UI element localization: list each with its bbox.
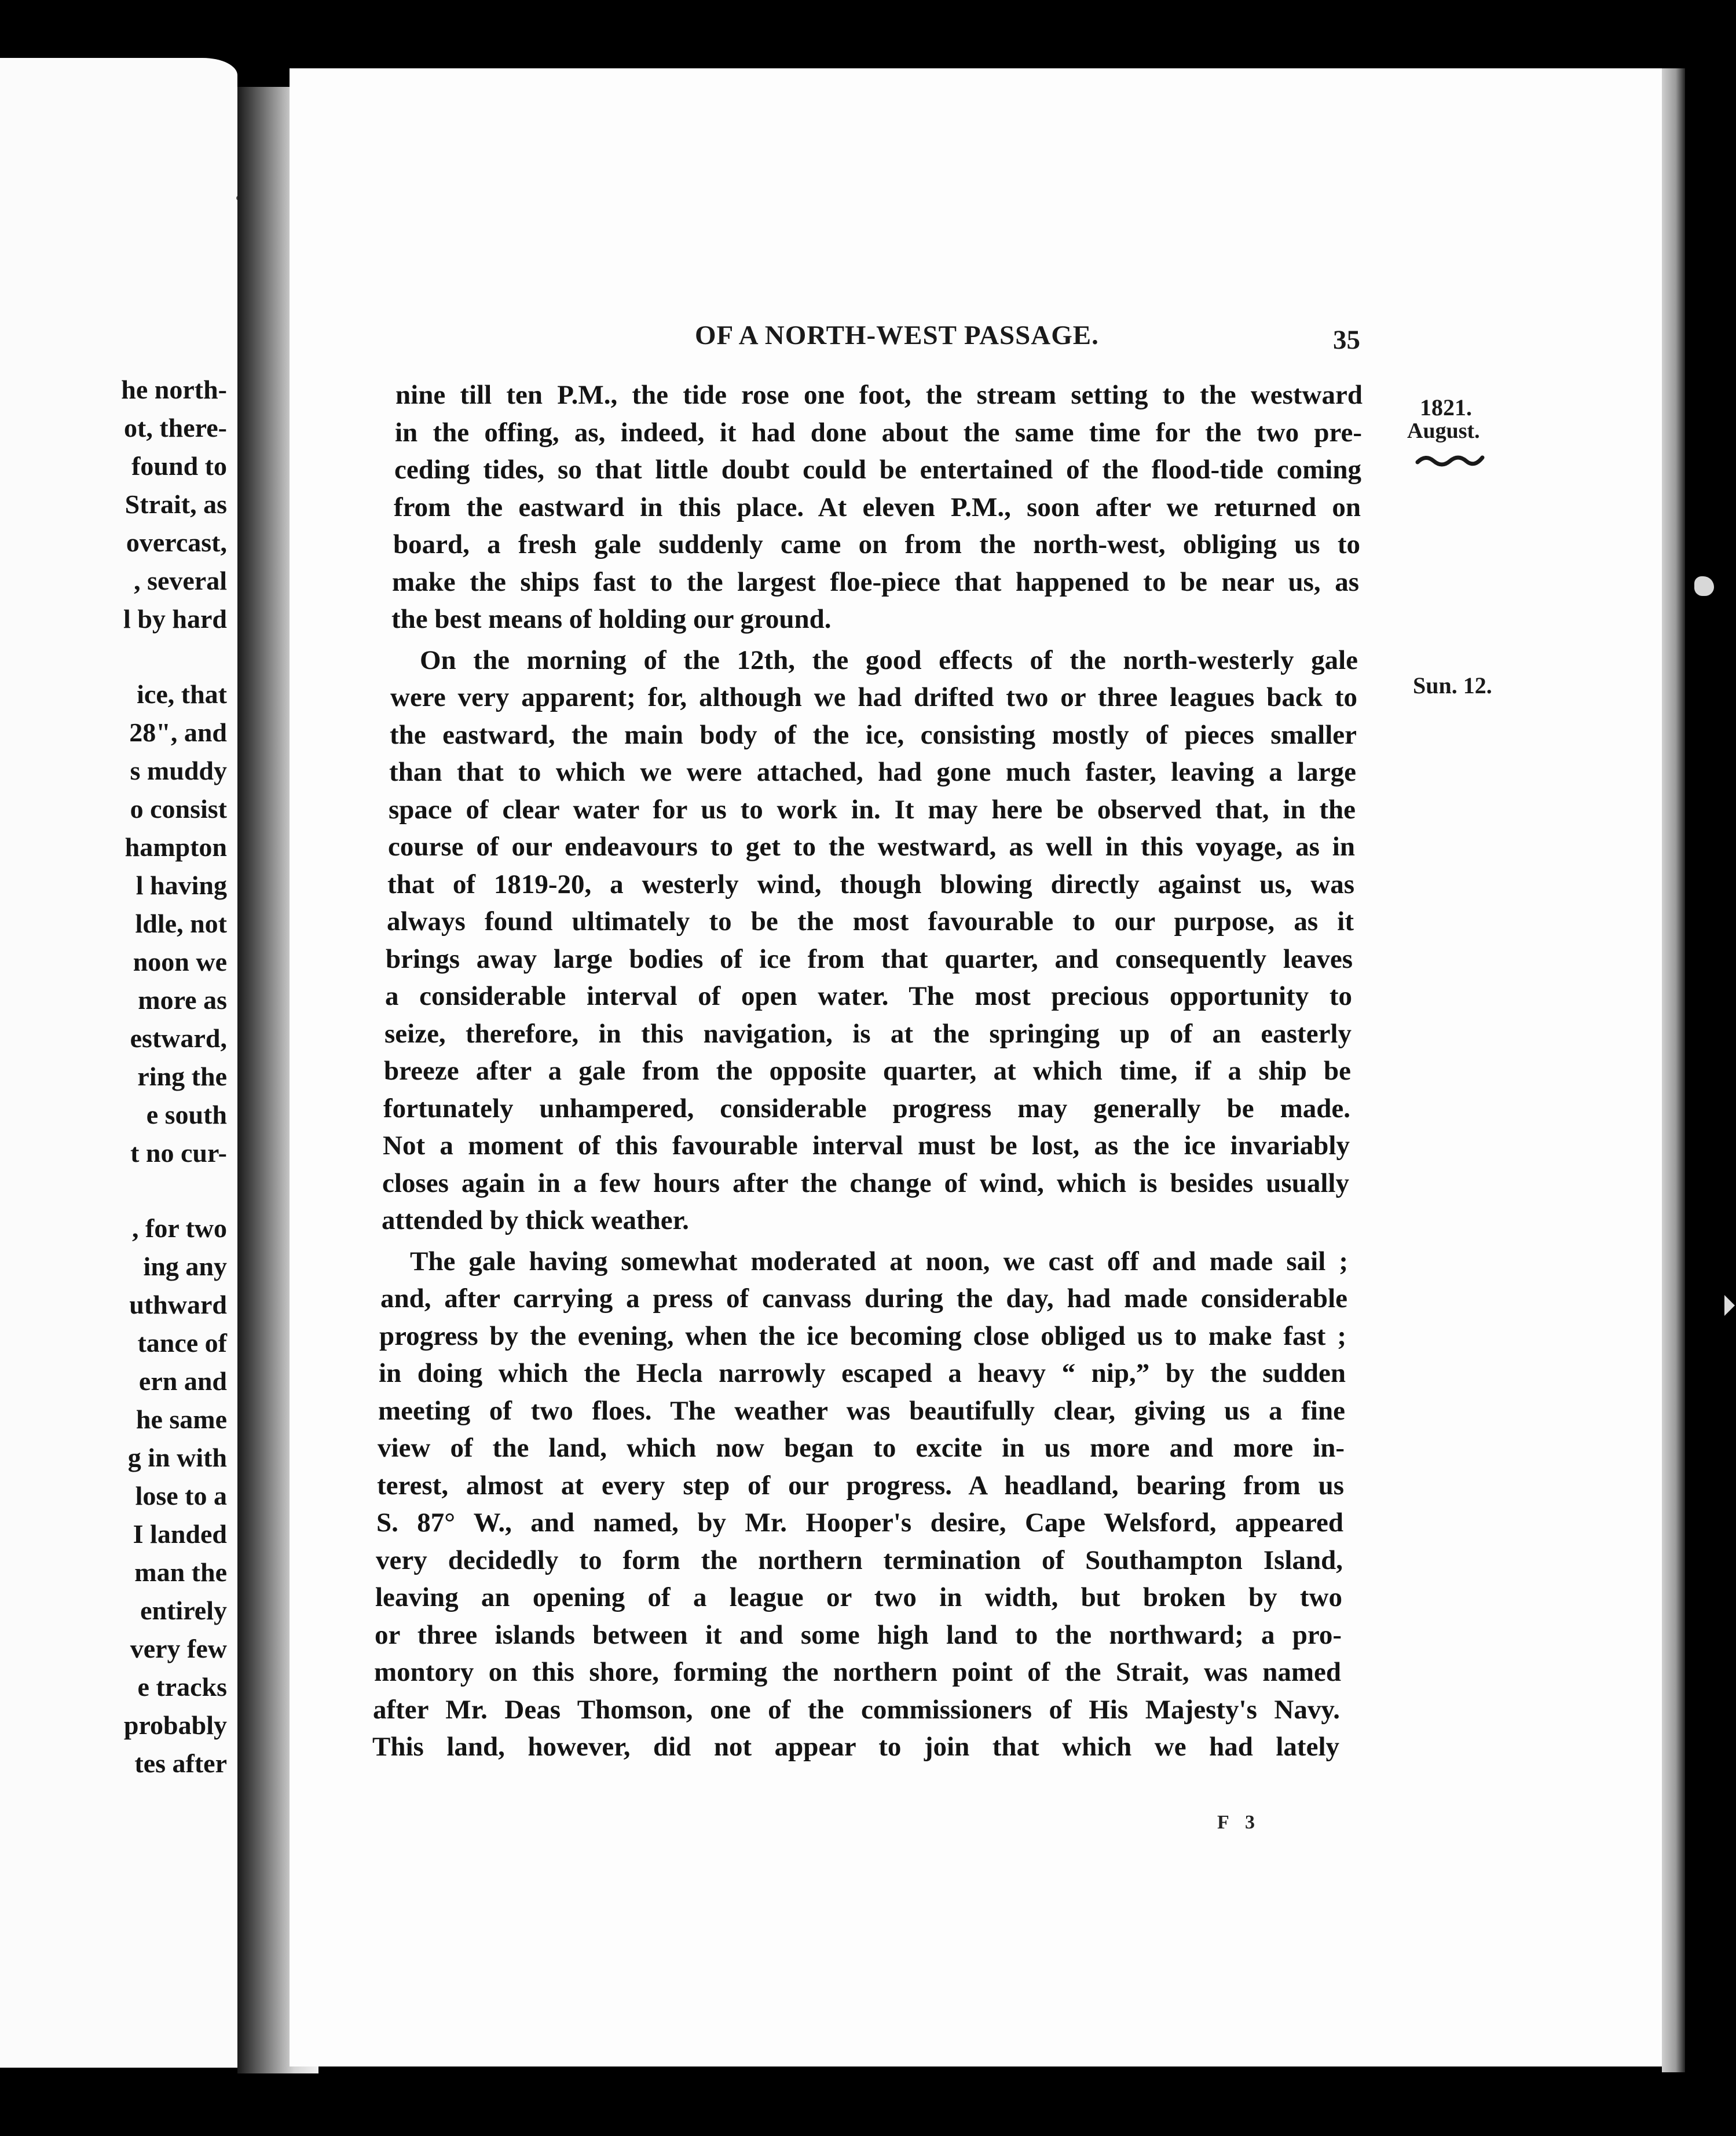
text-line: always found ultimately to be the most favourable to our purpose, as it [387, 906, 1354, 937]
previous-page-line: found to [131, 451, 227, 481]
text-line: were very apparent; for, although we had drifted two or three leagues back to [390, 682, 1357, 712]
previous-page-line: tance of [137, 1328, 227, 1358]
previous-page-line: t no cur- [130, 1138, 227, 1168]
margin-month: August. [1407, 419, 1480, 443]
previous-page-line: probably [123, 1710, 227, 1740]
previous-page-line: he north- [121, 375, 227, 404]
previous-page-line: 28", and [129, 718, 227, 747]
text-line: seize, therefore, in this navigation, is at the springing up of an easterly [384, 1019, 1352, 1049]
previous-page-line: he same [135, 1405, 227, 1434]
previous-page-line: lose to a [135, 1481, 227, 1510]
margin-year: 1821. [1420, 394, 1472, 420]
text-line: ceding tides, so that little doubt could be entertained of the flood-tide coming [394, 455, 1361, 485]
previous-page-line: ing any [143, 1252, 227, 1281]
text-line: board, a fresh gale suddenly came on from the north-west, obliging us to [393, 529, 1360, 559]
text-line: progress by the evening, when the ice becoming close obliged us to make fast ; [379, 1321, 1346, 1351]
text-line: fortunately unhampered, considerable progress may generally be made. [383, 1093, 1350, 1124]
previous-page-line: overcast, [126, 528, 227, 557]
text-line: the best means of holding our ground. [391, 604, 832, 634]
previous-page-line: ice, that [137, 679, 227, 709]
text-line: space of clear water for us to work in. It may here be observed that, in the [389, 795, 1356, 825]
text-line: course of our endeavours to get to the westward, as well in this voyage, as in [388, 832, 1355, 862]
previous-page-line: estward, [130, 1023, 227, 1053]
previous-page-line: ring the [137, 1062, 227, 1091]
text-line: closes again in a few hours after the change of wind, which is besides usually [382, 1168, 1349, 1198]
text-line: and, after carrying a press of canvass during the day, had made considerable [380, 1283, 1347, 1314]
running-head: OF A NORTH-WEST PASSAGE. [695, 320, 1099, 350]
previous-page-line: uthward [129, 1290, 227, 1319]
previous-page-line: I landed [133, 1519, 227, 1549]
edge-mark [1724, 1295, 1735, 1316]
text-line: or three islands between it and some high land to the northward; a pro- [375, 1620, 1342, 1650]
text-line: terest, almost at every step of our progress. A headland, bearing from us [377, 1471, 1344, 1501]
previous-page-line: g in with [127, 1443, 227, 1472]
previous-page-line: Strait, as [124, 489, 227, 519]
text-line: in the offing, as, indeed, it had done about the same time for the two pre- [395, 418, 1362, 448]
text-line: that of 1819-20, a westerly wind, though blowing directly against us, was [387, 869, 1354, 899]
text-line: breeze after a gale from the opposite quarter, at which time, if a ship be [384, 1056, 1351, 1086]
text-line: the eastward, the main body of the ice, consisting mostly of pieces smaller [390, 720, 1357, 750]
previous-page-line: , several [134, 566, 227, 595]
previous-page-line: hampton [124, 832, 227, 862]
text-line: On the morning of the 12th, the good effects of the north-westerly gale [420, 645, 1358, 675]
text-line: a considerable interval of open water. The most precious opportunity to [385, 981, 1352, 1011]
text-line: view of the land, which now began to excite in us more and more in- [378, 1433, 1345, 1463]
text-line: leaving an opening of a league or two in width, but broken by two [375, 1582, 1342, 1612]
previous-page-line: ern and [138, 1366, 227, 1396]
text-line: nine till ten P.M., the tide rose one foot, the stream setting to the westward [395, 380, 1363, 410]
text-line: from the eastward in this place. At eleven P.M., soon after we returned on [394, 492, 1361, 522]
page-number: 35 [1333, 325, 1360, 355]
text-line: S. 87° W., and named, by Mr. Hooper's desire, Cape Welsford, appeared [376, 1508, 1343, 1538]
previous-page-line: ot, there- [124, 413, 227, 442]
text-line: The gale having somewhat moderated at noon, we cast off and made sail ; [410, 1246, 1348, 1277]
previous-page-line: tes after [134, 1749, 227, 1778]
previous-page-line: o consist [130, 794, 227, 824]
ink-speck [1694, 576, 1714, 596]
previous-page-line: ldle, not [135, 909, 227, 938]
previous-page-line: very few [130, 1634, 227, 1663]
text-line: Not a moment of this favourable interval must be lost, as the ice invariably [383, 1131, 1350, 1161]
text-line: brings away large bodies of ice from that quarter, and consequently leaves [386, 944, 1353, 974]
previous-page-line: e tracks [137, 1672, 227, 1702]
text-line: attended by thick weather. [382, 1205, 689, 1235]
previous-page-line: man the [134, 1557, 227, 1587]
margin-day: Sun. 12. [1413, 672, 1492, 698]
previous-page-line: s muddy [130, 756, 227, 785]
previous-page-line: , for two [132, 1213, 227, 1243]
text-line: after Mr. Deas Thomson, one of the commissioners of His Majesty's Navy. [373, 1695, 1340, 1725]
text-line: This land, however, did not appear to join that which we had lately [372, 1732, 1339, 1762]
previous-page-line: l having [135, 871, 227, 900]
previous-page-line: l by hard [123, 604, 227, 634]
signature-mark: F 3 [1217, 1812, 1261, 1833]
previous-page-line: noon we [133, 947, 227, 976]
text-line: than that to which we were attached, had gone much faster, leaving a large [389, 757, 1356, 787]
previous-page-line: e south [146, 1100, 227, 1129]
previous-page-line: more as [138, 985, 227, 1015]
text-line: meeting of two floes. The weather was beautifully clear, giving us a fine [378, 1396, 1345, 1426]
text-line: montory on this shore, forming the northern point of the Strait, was named [374, 1657, 1341, 1687]
text-line: make the ships fast to the largest floe-piece that happened to be near us, as [392, 567, 1359, 597]
previous-page-line: entirely [140, 1596, 227, 1625]
text-line: in doing which the Hecla narrowly escaped a heavy “ nip,” by the sudden [379, 1358, 1346, 1388]
text-line: very decidedly to form the northern termination of Southampton Island, [376, 1545, 1343, 1575]
